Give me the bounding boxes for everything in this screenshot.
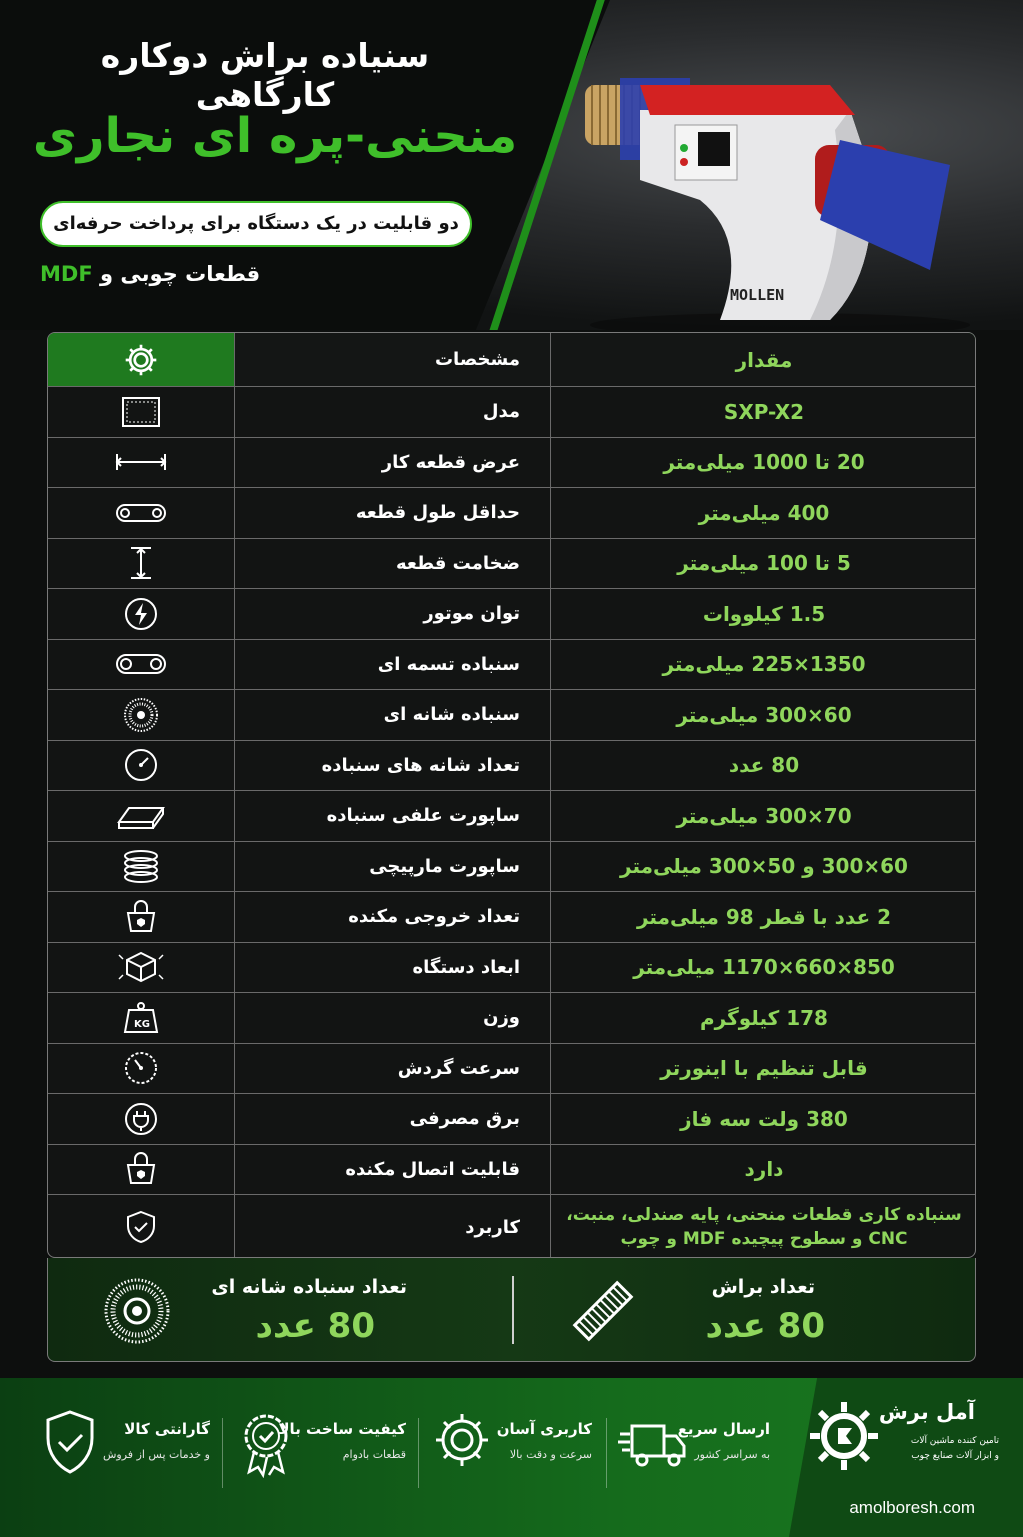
table-row xyxy=(48,943,975,994)
flap-wheel-icon xyxy=(48,690,235,740)
feature-subtitle: به سراسر کشور xyxy=(694,1448,770,1461)
brand-tagline: تامین کننده ماشین آلات و ابزار آلات صنایع چوب xyxy=(910,1436,999,1461)
row-key: سرعت گردش xyxy=(397,1057,520,1079)
lightning-icon xyxy=(48,589,235,639)
row-value: 400 میلی‌متر xyxy=(698,500,830,525)
header-spec: مشخصات xyxy=(235,333,551,386)
row-key: توان موتور xyxy=(423,603,520,625)
feature-subtitle: سرعت و دقت بالا xyxy=(509,1448,592,1461)
table-row xyxy=(48,791,975,842)
row-value: 1350×225 میلی‌متر xyxy=(662,652,866,677)
header-value: مقدار xyxy=(551,333,976,386)
cube-dimensions-icon xyxy=(48,943,235,993)
feature-title: گارانتی کالا xyxy=(124,1420,210,1438)
row-key: ضخامت قطعه xyxy=(396,552,520,574)
row-value: 2 عدد با قطر 98 میلی‌متر xyxy=(636,904,892,929)
row-key: وزن xyxy=(483,1007,520,1029)
brand-logo-icon xyxy=(806,1398,882,1474)
brush-count-value: 80 عدد xyxy=(705,1306,825,1346)
row-value: 60×300 میلی‌متر xyxy=(676,702,852,727)
speedometer-icon xyxy=(48,1044,235,1094)
table-row xyxy=(48,539,975,590)
row-value: 178 کیلوگرم xyxy=(700,1005,828,1030)
row-key: ساپورت مارپیچی xyxy=(369,855,520,877)
flap-wheel-icon xyxy=(102,1276,172,1346)
feature-easy-use xyxy=(432,1408,592,1508)
feature-divider xyxy=(418,1418,419,1488)
row-key: تعداد شانه های سنباده xyxy=(321,754,520,776)
feature-divider xyxy=(606,1418,607,1488)
row-value: 60×300 و 50×300 میلی‌متر xyxy=(620,854,908,879)
page-title: سنیاده براش دوکاره کارگاهی xyxy=(100,36,430,114)
table-row xyxy=(48,1044,975,1095)
gear-icon xyxy=(432,1408,492,1478)
summary-divider xyxy=(512,1276,514,1344)
feature-shipping xyxy=(618,1408,770,1508)
row-key: سنباده تسمه ای xyxy=(377,653,520,675)
row-value: 80 عدد xyxy=(728,753,800,778)
quality-badge-icon xyxy=(236,1408,296,1478)
comb-count-label: تعداد سنباده شانه ای xyxy=(211,1276,407,1298)
shield-check-icon xyxy=(48,1195,235,1258)
table-header-row xyxy=(48,333,975,387)
table-row xyxy=(48,842,975,893)
row-value: SXP-X2 xyxy=(723,399,805,424)
row-value: 380 ولت سه فاز xyxy=(680,1106,848,1131)
row-key: برق مصرفی xyxy=(409,1108,520,1130)
dust-bag-icon xyxy=(48,1145,235,1195)
weight-kg-icon xyxy=(48,993,235,1043)
materials-text: قطعات چوبی و xyxy=(100,262,261,286)
materials-mdf: MDF xyxy=(40,262,93,286)
sponge-block-icon xyxy=(48,791,235,841)
table-row xyxy=(48,993,975,1044)
belt-icon xyxy=(48,640,235,690)
row-key: کاربرد xyxy=(465,1216,520,1238)
model-icon xyxy=(48,387,235,437)
row-value: 850×660×1170 میلی‌متر xyxy=(633,955,895,980)
footer-bar xyxy=(0,1378,1023,1537)
summary-panel xyxy=(47,1258,976,1362)
row-value: 1.5 کیلووات xyxy=(702,601,826,626)
table-row xyxy=(48,488,975,539)
brand-url[interactable]: amolboresh.com xyxy=(849,1498,975,1517)
page-subtitle: منحنی-پره ای نجاری xyxy=(32,108,518,164)
table-row xyxy=(48,892,975,943)
row-value: قابل تنظیم با اینورتر xyxy=(660,1056,868,1081)
shield-check-icon xyxy=(40,1408,100,1478)
table-row xyxy=(48,387,975,438)
table-row xyxy=(48,741,975,792)
row-value: 70×300 میلی‌متر xyxy=(676,803,852,828)
feature-subtitle: و خدمات پس از فروش xyxy=(103,1448,210,1461)
truck-icon xyxy=(618,1408,688,1478)
gauge-icon xyxy=(48,741,235,791)
row-key: مدل xyxy=(482,401,520,423)
feature-title: کاربری آسان xyxy=(496,1420,592,1438)
gear-icon xyxy=(48,333,235,386)
thickness-arrows-icon xyxy=(48,539,235,589)
row-value: دارد xyxy=(744,1157,784,1182)
table-row xyxy=(48,1195,975,1258)
row-key: ساپورت علفی سنباده xyxy=(326,805,520,827)
spec-table xyxy=(47,332,976,1258)
table-row xyxy=(48,438,975,489)
row-key: عرض قطعه کار xyxy=(381,451,520,473)
row-key: قابلیت اتصال مکنده xyxy=(345,1158,520,1180)
comb-count-value: 80 عدد xyxy=(255,1306,375,1346)
table-row xyxy=(48,589,975,640)
brush-count-label: تعداد براش xyxy=(711,1276,815,1298)
brush-icon xyxy=(568,1276,638,1346)
feature-quality xyxy=(236,1408,406,1508)
row-key: حداقل طول قطعه xyxy=(355,502,520,524)
row-value: 20 تا 1000 میلی‌متر xyxy=(663,450,865,475)
table-row xyxy=(48,1145,975,1196)
dust-bag-icon xyxy=(48,892,235,942)
svg-text:KG: KG xyxy=(134,1018,150,1030)
spiral-icon xyxy=(48,842,235,892)
row-key: سنباده شانه ای xyxy=(383,704,520,726)
conveyor-icon xyxy=(48,488,235,538)
row-value: 5 تا 100 میلی‌متر xyxy=(677,551,851,576)
hero-banner xyxy=(0,0,1023,330)
row-key: ابعاد دستگاه xyxy=(412,956,520,978)
brand-name: آمل برش xyxy=(878,1400,975,1424)
feature-divider xyxy=(222,1418,223,1488)
table-row xyxy=(48,1094,975,1145)
materials-line xyxy=(40,262,280,286)
row-key: تعداد خروجی مکنده xyxy=(348,906,520,928)
feature-subtitle: قطعات بادوام xyxy=(342,1448,406,1461)
table-row xyxy=(48,640,975,691)
width-arrows-icon xyxy=(48,438,235,488)
machine-brand: MOLLEN xyxy=(730,286,785,304)
feature-warranty xyxy=(40,1408,210,1508)
plug-icon xyxy=(48,1094,235,1144)
row-value: سنباده کاری قطعات منحنی، پایه صندلی، منبت، CNC و سطوح پیچیده MDF و چوب xyxy=(566,1205,962,1249)
machine-image xyxy=(580,70,1000,330)
table-row xyxy=(48,690,975,741)
feature-title: ارسال سریع xyxy=(677,1420,770,1438)
feature-title: کیفیت ساخت بالا xyxy=(278,1420,406,1438)
feature-pill: دو قابلیت در یک دستگاه برای پرداخت حرفه‌ای xyxy=(40,201,472,247)
